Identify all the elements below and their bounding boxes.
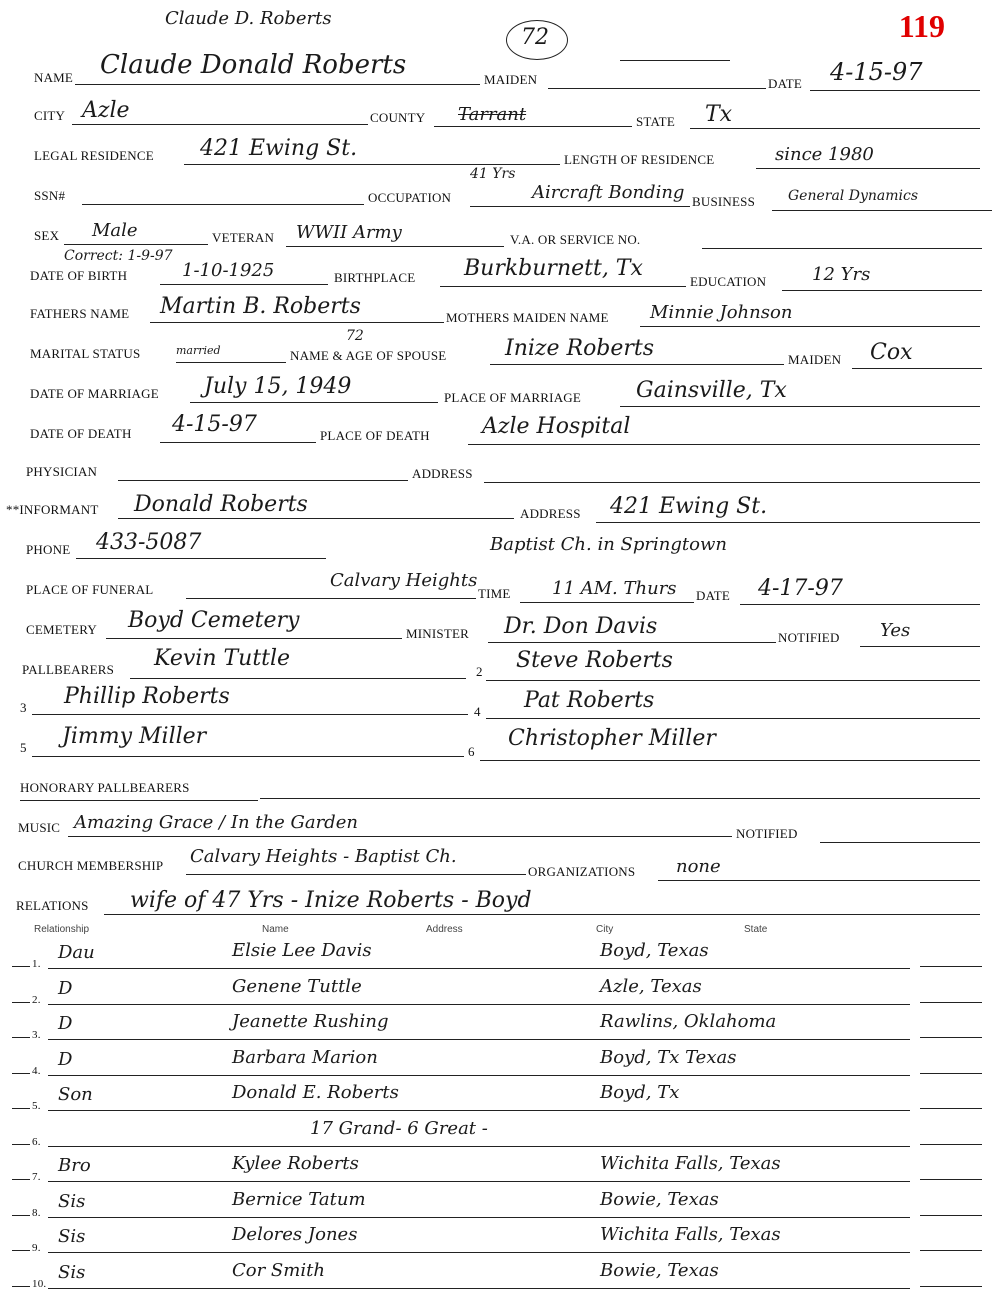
death-date-label: DATE OF DEATH [30, 426, 132, 441]
time-value: 11 AM. Thurs [552, 578, 677, 599]
pallbearer-num-2: 2 [476, 664, 483, 679]
va-line [702, 248, 982, 249]
father-line [150, 322, 444, 323]
row-dash [12, 1179, 30, 1180]
physician-label: PHYSICIAN [26, 464, 98, 479]
relative-relationship: Sis [58, 1262, 86, 1283]
mother-line [640, 326, 980, 327]
marriage-place-value: Gainsville, Tx [636, 378, 787, 403]
music-value: Amazing Grace / In the Garden [74, 812, 358, 833]
time-label: TIME [478, 586, 511, 601]
relative-num: 2. [32, 994, 41, 1006]
spouse-value: Inize Roberts [505, 336, 655, 361]
veteran-line [286, 246, 504, 247]
cemetery-label: CEMETERY [26, 622, 97, 637]
pallbearer-4-line [486, 718, 980, 719]
occupation-note: 41 Yrs [470, 166, 516, 182]
row-end-dash [920, 1073, 982, 1074]
relative-relationship: D [58, 1013, 73, 1034]
business-value: General Dynamics [788, 188, 919, 204]
row-end-dash [920, 1144, 982, 1145]
relative-line [48, 1039, 910, 1040]
music-line [68, 836, 732, 837]
time-line [520, 602, 694, 603]
occupation-label: OCCUPATION [368, 190, 452, 205]
business-label: BUSINESS [692, 194, 756, 209]
row-end-dash [920, 1215, 982, 1216]
row-dash [12, 1144, 30, 1145]
header-name: Claude D. Roberts [165, 8, 332, 29]
residence-label: LEGAL RESIDENCE [34, 148, 154, 163]
funeral-date-label: DATE [696, 588, 731, 603]
relative-name: Delores Jones [232, 1224, 358, 1245]
relative-name: Elsie Lee Davis [232, 940, 372, 961]
relations-label: RELATIONS [16, 898, 89, 913]
city-label: CITY [34, 108, 66, 123]
relative-num: 7. [32, 1171, 41, 1183]
relative-relationship: Bro [58, 1155, 91, 1176]
row-dash [12, 966, 30, 967]
relative-place: Wichita Falls, Texas [600, 1153, 781, 1174]
sex-line [64, 244, 208, 245]
relative-name: Barbara Marion [232, 1047, 378, 1068]
marriage-place-label: PLACE OF MARRIAGE [444, 390, 582, 405]
funeral-value: Calvary Heights [330, 570, 478, 591]
pallbearer-num-6: 6 [468, 744, 475, 759]
relative-place: Bowie, Texas [600, 1260, 719, 1281]
county-label: COUNTY [370, 110, 426, 125]
state-line [690, 128, 980, 129]
relative-line [48, 1181, 910, 1182]
informant-address-label: ADDRESS [520, 506, 581, 521]
spouse-maiden-value: Cox [870, 340, 913, 365]
education-value: 12 Yrs [812, 264, 871, 285]
pallbearer-num-5: 5 [20, 740, 27, 755]
row-dash [12, 1037, 30, 1038]
length-line [756, 168, 980, 169]
residence-line [184, 164, 560, 165]
relative-line [48, 1075, 910, 1076]
pallbearer-2: Steve Roberts [516, 648, 673, 673]
pallbearer-5-line [32, 756, 464, 757]
relations-line [104, 914, 980, 915]
relative-name: Cor Smith [232, 1260, 325, 1281]
residence-value: 421 Ewing St. [200, 136, 358, 161]
city-header: City [596, 924, 614, 935]
notified-value: Yes [880, 620, 911, 641]
spouse-maiden-label: MAIDEN [788, 352, 842, 367]
page-number: 119 [898, 8, 945, 44]
funeral-label: PLACE OF FUNERAL [26, 582, 154, 597]
marriage-place-line [620, 406, 980, 407]
cemetery-line [106, 638, 402, 639]
death-date-line [160, 442, 316, 443]
notified-label: NOTIFIED [778, 630, 840, 645]
spouse-line [490, 364, 784, 365]
relative-name: Kylee Roberts [232, 1153, 359, 1174]
top-dash [620, 60, 730, 61]
relative-line [48, 1110, 910, 1111]
funeral-date-line [740, 604, 980, 605]
mother-value: Minnie Johnson [650, 302, 793, 323]
relative-line [48, 1146, 910, 1147]
pallbearers-label: PALLBEARERS [22, 662, 115, 677]
relative-line [48, 1288, 910, 1289]
row-dash [12, 1250, 30, 1251]
pallbearer-3-line [32, 714, 468, 715]
row-end-dash [920, 1286, 982, 1287]
relative-place: Azle, Texas [600, 976, 702, 997]
city-line [72, 124, 368, 125]
relative-relationship: Dau [58, 942, 95, 963]
informant-address-value: 421 Ewing St. [610, 494, 768, 519]
date-value: 4-15-97 [830, 58, 923, 86]
relative-num: 10. [32, 1278, 47, 1290]
relative-name: Jeanette Rushing [232, 1011, 389, 1032]
row-end-dash [920, 1002, 982, 1003]
phone-value: 433-5087 [96, 530, 202, 555]
father-label: FATHERS NAME [30, 306, 130, 321]
row-dash [12, 1286, 30, 1287]
birthplace-line [440, 286, 686, 287]
spouse-maiden-line [852, 368, 982, 369]
relative-line [48, 1004, 910, 1005]
occupation-value: Aircraft Bonding [532, 182, 685, 203]
minister-value: Dr. Don Davis [504, 614, 658, 639]
physician-address-line [484, 482, 980, 483]
relative-place: Rawlins, Oklahoma [600, 1011, 777, 1032]
row-end-dash [920, 1037, 982, 1038]
relationship-header: Relationship [34, 924, 90, 935]
relative-num: 4. [32, 1065, 41, 1077]
name-line [75, 84, 480, 85]
relative-place: Boyd, Tx Texas [600, 1047, 737, 1068]
mother-label: MOTHERS MAIDEN NAME [446, 310, 609, 325]
organizations-value: none [676, 856, 721, 877]
county-value: Tarrant [458, 104, 527, 125]
relative-relationship: D [58, 978, 73, 999]
pallbearer-3: Phillip Roberts [64, 684, 230, 709]
honorary-line-2 [20, 800, 258, 801]
row-end-dash [920, 1250, 982, 1251]
state-header: State [744, 924, 768, 935]
state-value: Tx [705, 102, 733, 127]
relative-relationship: Sis [58, 1191, 86, 1212]
cemetery-value: Boyd Cemetery [128, 608, 300, 633]
name-value: Claude Donald Roberts [100, 50, 407, 80]
ssn-line [82, 204, 364, 205]
spouse-age: 72 [346, 328, 364, 344]
row-dash [12, 1073, 30, 1074]
length-label: LENGTH OF RESIDENCE [564, 152, 715, 167]
education-label: EDUCATION [690, 274, 767, 289]
notified-line [860, 646, 980, 647]
marital-value: married [176, 344, 221, 357]
pallbearer-1: Kevin Tuttle [154, 646, 291, 671]
relative-num: 8. [32, 1207, 41, 1219]
circled-number-text: 72 [521, 25, 549, 50]
relative-name: Bernice Tatum [232, 1189, 366, 1210]
relations-value: wife of 47 Yrs - Inize Roberts - Boyd [130, 888, 532, 913]
marriage-date-label: DATE OF MARRIAGE [30, 386, 159, 401]
church-label: CHURCH MEMBERSHIP [18, 858, 164, 873]
honorary-label: HONORARY PALLBEARERS [20, 780, 190, 795]
phone-label: PHONE [26, 542, 71, 557]
relative-num: 6. [32, 1136, 41, 1148]
dob-line [160, 284, 328, 285]
relative-place: Bowie, Texas [600, 1189, 719, 1210]
death-place-label: PLACE OF DEATH [320, 428, 430, 443]
marriage-date-line [190, 402, 438, 403]
phone-note: Baptist Ch. in Springtown [490, 534, 727, 555]
relative-relationship: D [58, 1049, 73, 1070]
music-notified-line [820, 842, 980, 843]
maiden-label: MAIDEN [484, 72, 538, 87]
row-dash [12, 1108, 30, 1109]
spouse-label: NAME & AGE OF SPOUSE [290, 348, 447, 363]
address-header: Address [426, 924, 463, 935]
row-dash [12, 1002, 30, 1003]
relative-num: 3. [32, 1029, 41, 1041]
row-end-dash [920, 1179, 982, 1180]
relative-line [48, 968, 910, 969]
date-label: DATE [768, 76, 803, 91]
death-place-value: Azle Hospital [482, 414, 631, 439]
church-line [186, 874, 526, 875]
pallbearer-num-4: 4 [474, 704, 481, 719]
relative-place: Boyd, Tx [600, 1082, 680, 1103]
county-line [434, 126, 632, 127]
education-line [782, 290, 982, 291]
relative-num: 9. [32, 1242, 41, 1254]
funeral-date-value: 4-17-97 [758, 576, 843, 601]
informant-label: **INFORMANT [6, 502, 99, 517]
music-label: MUSIC [18, 820, 61, 835]
relative-name: Donald E. Roberts [232, 1082, 399, 1103]
marriage-date-value: July 15, 1949 [204, 374, 352, 399]
marital-label: MARITAL STATUS [30, 346, 141, 361]
name-header: Name [262, 924, 289, 935]
music-notified-label: NOTIFIED [736, 826, 798, 841]
church-value: Calvary Heights - Baptist Ch. [190, 846, 457, 867]
circled-number [506, 20, 568, 60]
dob-value: 1-10-1925 [182, 260, 275, 281]
organizations-line [658, 880, 980, 881]
sex-value: Male [92, 220, 138, 241]
name-label: NAME [34, 70, 74, 85]
sex-label: SEX [34, 228, 60, 243]
relative-place: Boyd, Texas [600, 940, 709, 961]
ssn-label: SSN# [34, 188, 66, 203]
physician-address-label: ADDRESS [412, 466, 473, 481]
dob-label: DATE OF BIRTH [30, 268, 128, 283]
maiden-line [548, 88, 766, 89]
date-line [810, 90, 980, 91]
informant-value: Donald Roberts [134, 492, 308, 517]
birthplace-value: Burkburnett, Tx [464, 256, 643, 281]
city-value: Azle [82, 98, 130, 123]
pallbearer-5: Jimmy Miller [62, 724, 207, 749]
phone-line [76, 558, 326, 559]
relative-line [48, 1252, 910, 1253]
state-label: STATE [636, 114, 675, 129]
honorary-line-1 [260, 798, 980, 799]
business-line [772, 210, 992, 211]
occupation-line [470, 206, 690, 207]
informant-line [118, 518, 514, 519]
informant-address-line [596, 522, 980, 523]
relative-relationship: Son [58, 1084, 93, 1105]
relative-num: 1. [32, 958, 41, 970]
row-end-dash [920, 966, 982, 967]
row-end-dash [920, 1108, 982, 1109]
relative-line [48, 1217, 910, 1218]
birthplace-label: BIRTHPLACE [334, 270, 416, 285]
relative-name: 17 Grand- 6 Great - [310, 1118, 488, 1139]
marital-line [176, 362, 286, 363]
death-date-value: 4-15-97 [172, 412, 257, 437]
pallbearer-6: Christopher Miller [508, 726, 716, 751]
pallbearer-6-line [480, 760, 980, 761]
veteran-label: VETERAN [212, 230, 275, 245]
pallbearer-2-line [486, 680, 980, 681]
birth-correction: Correct: 1-9-97 [64, 248, 173, 264]
funeral-line [186, 598, 476, 599]
va-label: V.A. OR SERVICE NO. [510, 232, 641, 247]
row-dash [12, 1215, 30, 1216]
pallbearer-1-line [130, 678, 466, 679]
physician-line [118, 480, 408, 481]
veteran-value: WWII Army [296, 222, 402, 243]
death-place-line [468, 444, 980, 445]
minister-line [488, 642, 776, 643]
pallbearer-4: Pat Roberts [524, 688, 655, 713]
relative-name: Genene Tuttle [232, 976, 362, 997]
minister-label: MINISTER [406, 626, 469, 641]
length-value: since 1980 [775, 144, 874, 165]
father-value: Martin B. Roberts [160, 294, 361, 319]
relative-place: Wichita Falls, Texas [600, 1224, 781, 1245]
pallbearer-num-3: 3 [20, 700, 27, 715]
relative-num: 5. [32, 1100, 41, 1112]
relative-relationship: Sis [58, 1226, 86, 1247]
organizations-label: ORGANIZATIONS [528, 864, 636, 879]
